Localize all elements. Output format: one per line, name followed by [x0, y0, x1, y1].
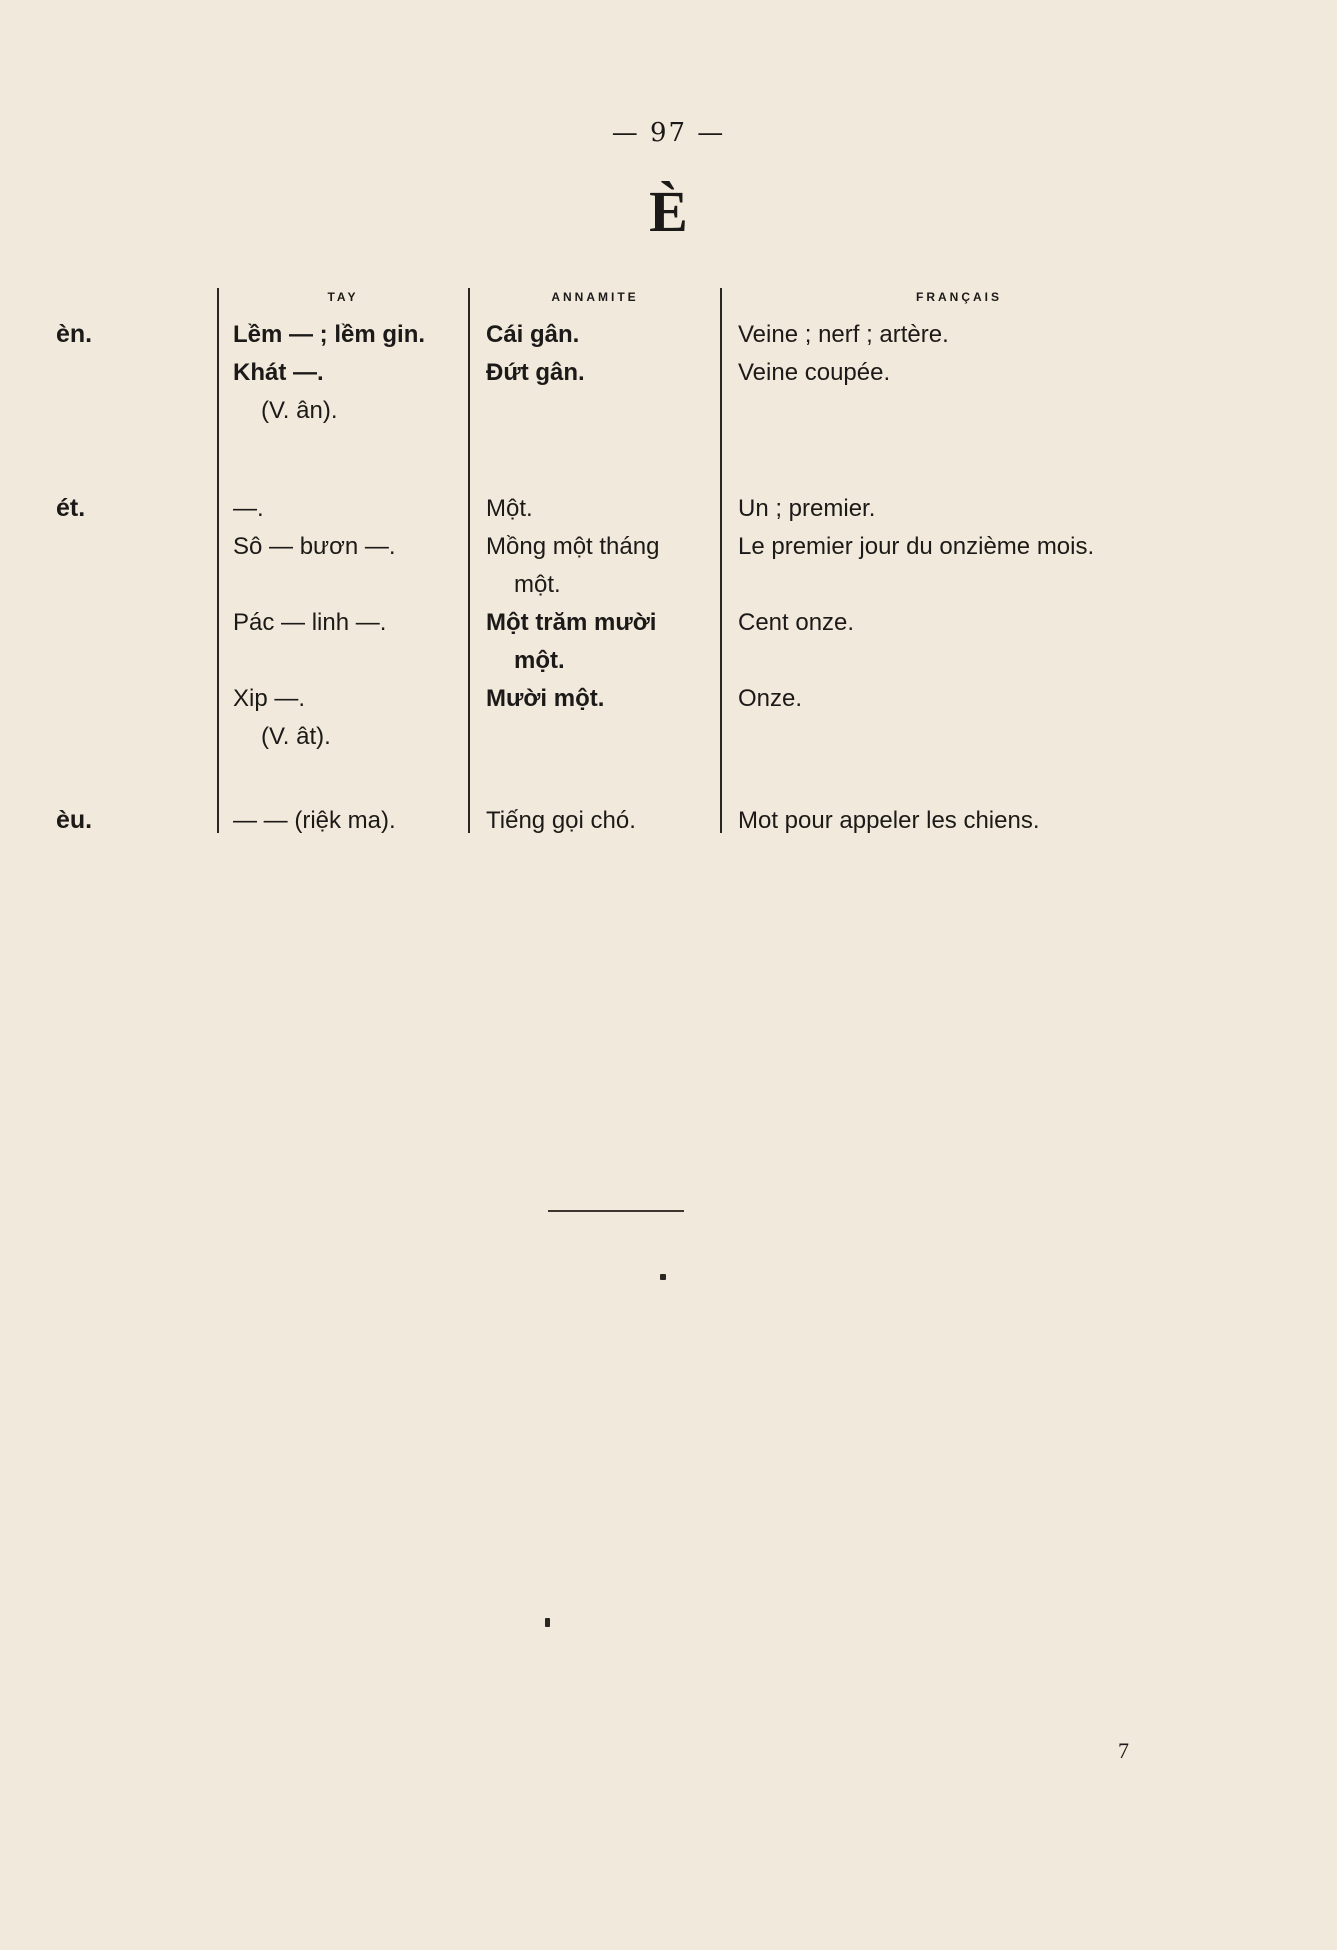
- letter-heading: È: [649, 179, 688, 244]
- francais-cell: Le premier jour du onzième mois.: [738, 533, 1095, 560]
- francais-cell: Cent onze.: [738, 609, 855, 636]
- tay-reference: (V. ât).: [261, 723, 331, 750]
- annamite-text: Mồng một tháng: [486, 533, 660, 560]
- tay-cell: [233, 354, 338, 430]
- francais-cell: Un ; premier.: [738, 495, 876, 522]
- tay-cell: —.: [233, 495, 264, 522]
- annamite-continuation: một.: [514, 647, 565, 674]
- tay-cell: — — (riệk ma).: [233, 807, 396, 834]
- column-rule-left: [217, 288, 219, 833]
- column-rule-middle: [468, 288, 470, 833]
- tay-cell: Pác — linh —.: [233, 609, 387, 636]
- tay-cell: [233, 680, 331, 756]
- header-francais: FRANÇAIS: [916, 290, 1002, 304]
- francais-cell: Onze.: [738, 685, 803, 712]
- entry-key: èu.: [56, 806, 93, 834]
- column-rule-right: [720, 288, 722, 833]
- header-tay: TAY: [327, 290, 359, 304]
- tay-text: Xip —.: [233, 685, 306, 712]
- annamite-cell: Một.: [486, 495, 533, 522]
- annamite-cell: Cái gân.: [486, 321, 580, 348]
- francais-cell: Mot pour appeler les chiens.: [738, 807, 1040, 834]
- francais-cell: Veine ; nerf ; artère.: [738, 321, 949, 348]
- annamite-cell: Đứt gân.: [486, 359, 585, 386]
- page-number: — 97 —: [611, 118, 726, 148]
- annamite-cell: Mười một.: [486, 685, 605, 712]
- annamite-text: Một trăm mười: [486, 609, 657, 636]
- header-annamite: ANNAMITE: [551, 290, 639, 304]
- signature-mark: 7: [1118, 1738, 1129, 1763]
- francais-cell: Veine coupée.: [738, 359, 891, 386]
- section-divider: [548, 1210, 684, 1212]
- annamite-cell: [486, 528, 659, 604]
- tay-reference: (V. ân).: [261, 397, 338, 424]
- tay-text: Khát —.: [233, 359, 324, 386]
- print-speck: [545, 1618, 550, 1627]
- tay-cell: Lềm — ; lềm gin.: [233, 321, 426, 348]
- annamite-cell: [486, 604, 656, 680]
- entry-key: èn.: [56, 320, 93, 348]
- annamite-cell: Tiếng gọi chó.: [486, 807, 636, 834]
- annamite-continuation: một.: [514, 571, 561, 598]
- print-speck: [660, 1274, 666, 1280]
- tay-cell: Sô — bươn —.: [233, 533, 396, 560]
- entry-key: ét.: [56, 494, 86, 522]
